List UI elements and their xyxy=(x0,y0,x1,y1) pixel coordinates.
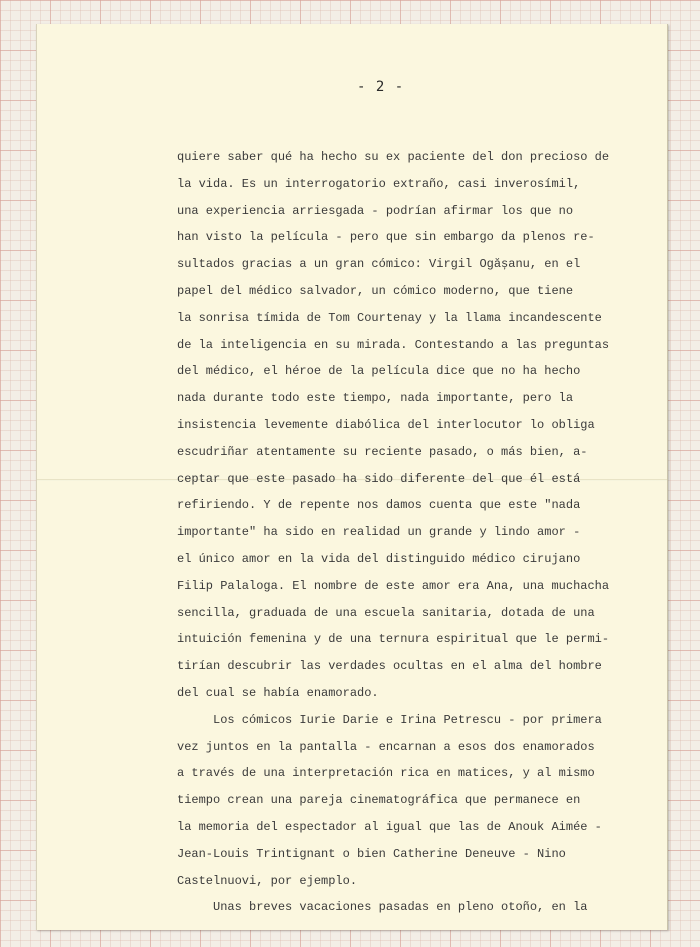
text-line: sultados gracias a un gran cómico: Virgil Ogășanu, en el xyxy=(177,257,581,272)
text-line: tirían descubrir las verdades ocultas en el alma del hombre xyxy=(177,659,602,674)
typed-text-body xyxy=(177,144,697,921)
text-line: Los cómicos Iurie Darie e Irina Petrescu - por primera xyxy=(177,712,602,727)
paper-sheet xyxy=(36,24,668,930)
text-line: una experiencia arriesgada - podrían afirmar los que no xyxy=(177,203,574,218)
text-line: quiere saber qué ha hecho su ex paciente del don precioso de xyxy=(177,150,610,164)
text-line: vez juntos en la pantalla - encarnan a esos dos enamorados xyxy=(177,739,595,754)
page-number: - 2 - xyxy=(357,79,405,95)
text-line: del cual se había enamorado. xyxy=(177,685,379,700)
text-line: intuición femenina y de una ternura espiritual que le permi- xyxy=(177,632,610,647)
text-line: sencilla, graduada de una escuela sanitaria, dotada de una xyxy=(177,605,595,620)
text-line: tiempo crean una pareja cinematográfica que permanece en xyxy=(177,793,581,808)
text-line: a través de una interpretación rica en matices, y al mismo xyxy=(177,766,595,781)
text-line: han visto la película - pero que sin embargo da plenos re- xyxy=(177,230,595,245)
text-line: importante" ha sido en realidad un grande y lindo amor - xyxy=(177,525,581,540)
text-line: Unas breves vacaciones pasadas en pleno otoño, en la xyxy=(177,900,588,915)
text-line: ceptar que este pasado ha sido diferente del que él está xyxy=(177,471,581,486)
text-line: la sonrisa tímida de Tom Courtenay y la llama incandescente xyxy=(177,310,602,325)
text-line: refiriendo. Y de repente nos damos cuenta que este "nada xyxy=(177,498,581,513)
text-line: papel del médico salvador, un cómico moderno, que tiene xyxy=(177,283,574,298)
text-line: Filip Palaloga. El nombre de este amor era Ana, una muchacha xyxy=(177,578,610,593)
text-line: insistencia levemente diabólica del interlocutor lo obliga xyxy=(177,417,595,432)
text-line: la vida. Es un interrogatorio extraño, casi inverosímil, xyxy=(177,176,581,191)
text-line: del médico, el héroe de la película dice que no ha hecho xyxy=(177,364,581,379)
text-line: de la inteligencia en su mirada. Contestando a las preguntas xyxy=(177,337,610,352)
text-line: Jean-Louis Trintignant o bien Catherine Deneuve - Nino xyxy=(177,846,566,861)
text-line: escudriñar atentamente su reciente pasado, o más bien, a- xyxy=(177,444,588,459)
text-line: Castelnuovi, por ejemplo. xyxy=(177,873,358,888)
text-line: el único amor en la vida del distinguido médico cirujano xyxy=(177,551,581,566)
text-line: nada durante todo este tiempo, nada importante, pero la xyxy=(177,391,574,406)
text-line: la memoria del espectador al igual que las de Anouk Aimée - xyxy=(177,819,602,834)
